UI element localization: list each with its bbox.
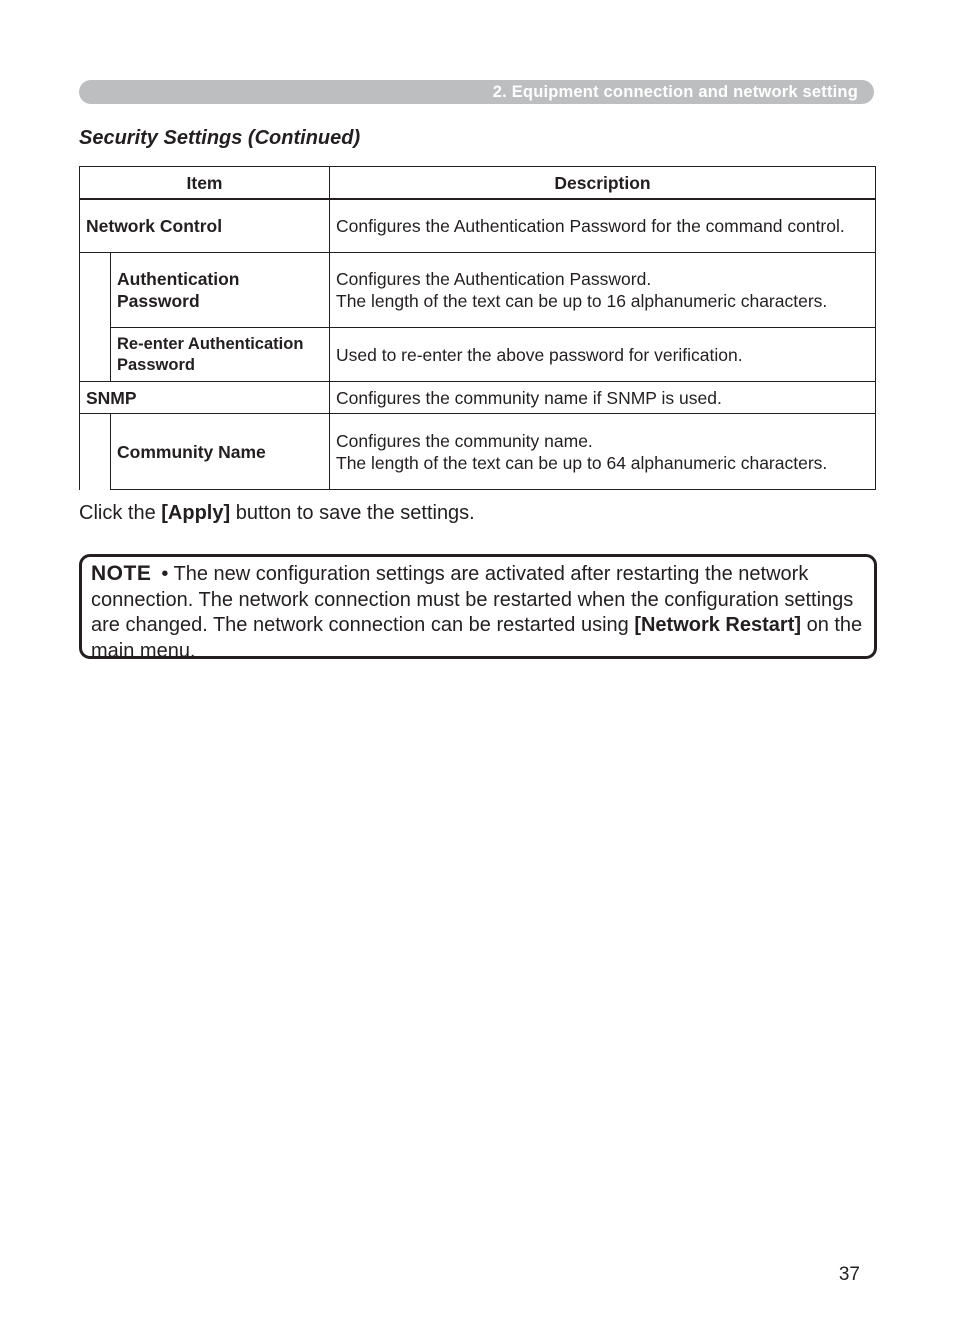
row-description xyxy=(330,414,876,490)
page-number: 37 xyxy=(838,1264,860,1285)
row-description xyxy=(330,328,876,382)
row-item-authentication-password: Authentication Password xyxy=(111,253,330,328)
description-line: Used to re-enter the above password for verification. xyxy=(336,344,743,365)
table-header-row xyxy=(80,167,876,200)
apply-text-before: Click the xyxy=(79,502,162,524)
description-line: The length of the text can be up to 16 alphanumeric characters. xyxy=(336,291,828,311)
row-item-reenter-authentication-password: Re-enter Authentication Password xyxy=(111,328,330,382)
note-box xyxy=(79,554,877,662)
section-title: Security Settings (Continued) xyxy=(79,127,361,149)
row-description xyxy=(330,253,876,328)
table-row xyxy=(80,328,876,382)
apply-button-reference: [Apply] xyxy=(161,502,231,524)
indent-cell xyxy=(80,253,111,328)
column-header-item: Item xyxy=(80,167,330,200)
table-row xyxy=(80,414,876,490)
indent-cell xyxy=(80,328,111,382)
row-item-network-control: Network Control xyxy=(80,199,330,253)
description-line: Configures the Authentication Password. xyxy=(336,269,652,289)
description-line: Configures the community name if SNMP is used. xyxy=(336,387,722,408)
note-text-end: on the main menu. xyxy=(91,614,863,662)
description-line: Configures the community name. xyxy=(336,430,593,451)
network-restart-menu-reference: [Network Restart] xyxy=(634,614,802,636)
column-header-description: Description xyxy=(330,167,876,200)
row-description xyxy=(330,382,876,414)
note-text: • The new configuration settings are activated after restarting the network connection. The network connection must be restarted when the configuration settings are changed. The network connection can be restarted using xyxy=(91,563,854,636)
row-description xyxy=(330,199,876,253)
apply-instruction xyxy=(79,502,475,525)
table-row xyxy=(80,199,876,253)
chapter-header-bar xyxy=(79,80,874,104)
description-line: The length of the text can be up to 64 alphanumeric characters. xyxy=(336,452,828,473)
row-item-community-name: Community Name xyxy=(111,414,330,490)
apply-text-after: button to save the settings. xyxy=(230,502,475,524)
table-row xyxy=(80,382,876,414)
security-settings-table xyxy=(79,166,876,490)
chapter-title: 2. Equipment connection and network setting xyxy=(492,83,858,101)
indent-cell xyxy=(80,414,111,490)
note-label: NOTE xyxy=(91,562,152,585)
table-row xyxy=(80,253,876,328)
row-item-snmp: SNMP xyxy=(80,382,330,414)
description-line: Configures the Authentication Password for the command control. xyxy=(336,216,845,236)
